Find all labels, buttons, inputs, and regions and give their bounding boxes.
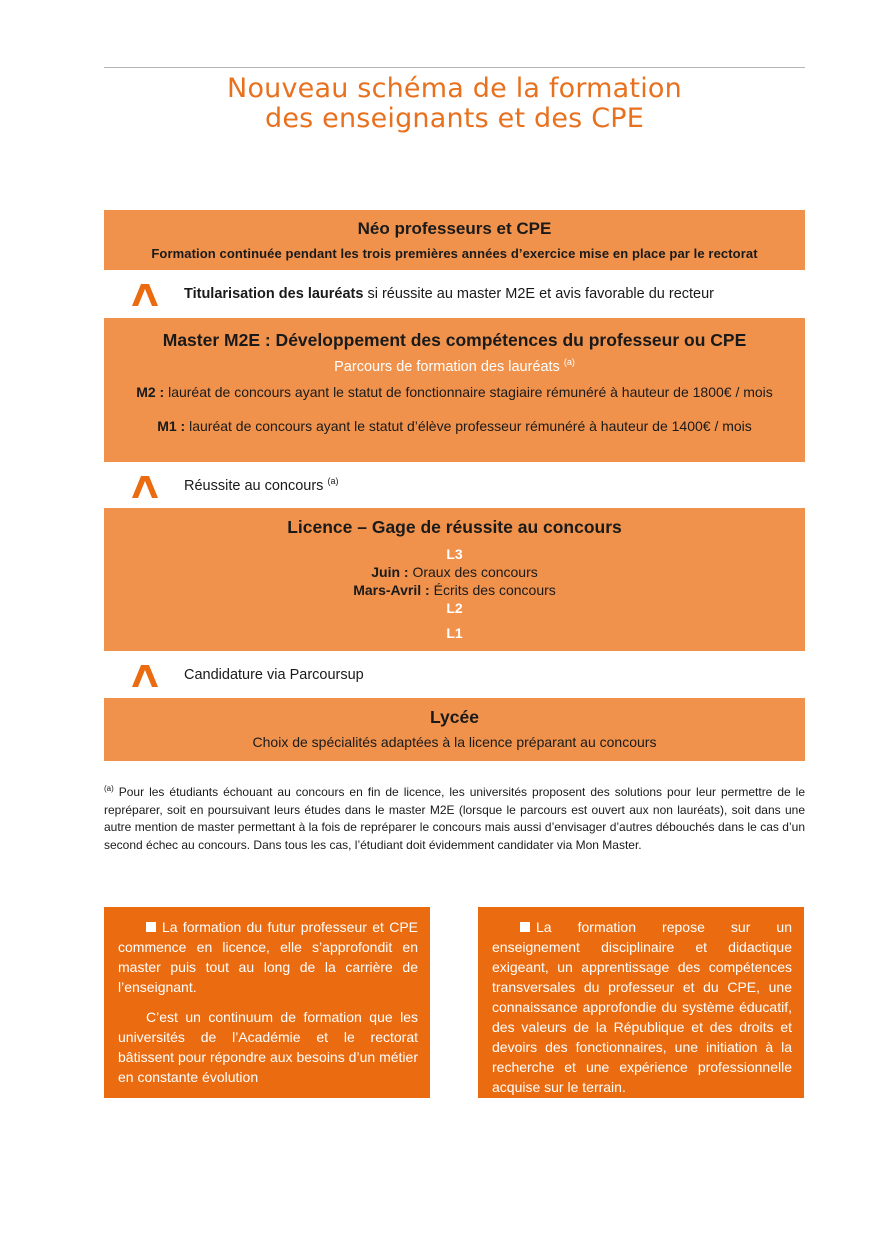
neo-subtitle: Formation continuée pendant les trois premières années d’exercice mise en place par le rectorat (151, 246, 758, 261)
page-title-line-1: Nouveau schéma de la formation (227, 73, 682, 104)
top-divider (104, 67, 805, 68)
info-card-left-paragraph-1 (118, 917, 418, 997)
step-concours-label: Réussite au concours (184, 478, 328, 494)
step-titularisation-text (184, 286, 714, 302)
footnote-marker: (a) (104, 784, 114, 793)
info-card-left-paragraph-2: C’est un continuum de formation que les universités de l’Académie et le rectorat bâtissent pour répondre aux besoins d’un métier en constante évolution (118, 1009, 418, 1085)
licence-l1: L1 (446, 625, 463, 641)
step-parcoursup-text: Candidature via Parcoursup (184, 667, 364, 683)
m1-text: lauréat de concours ayant le statut d’élève professeur rémunéré à hauteur de 1400€ / mois (185, 418, 752, 434)
m2-text: lauréat de concours ayant le statut de fonctionnaire stagiaire rémunéré à hauteur de 1800€ / mois (164, 384, 773, 400)
licence-box (104, 508, 805, 651)
m1-label: M1 : (157, 418, 186, 434)
licence-l2: L2 (446, 600, 463, 616)
step-concours-text (184, 478, 338, 494)
step-parcoursup (104, 661, 805, 689)
master-m2-line (104, 384, 805, 400)
juin-label: Juin : (371, 564, 409, 580)
mars-avril-label: Mars-Avril : (353, 582, 430, 598)
licence-mars-avril (104, 581, 805, 599)
master-parcours-note: (a) (563, 357, 575, 368)
step-titularisation-bold: Titularisation des lauréats (184, 286, 364, 302)
info-card-right (478, 907, 804, 1098)
footnote-text: Pour les étudiants échouant au concours en fin de licence, les universités proposent des solutions pour leur permettre de le repréparer, soit en poursuivant leurs études dans le master M2E (lorsque le parcours est ouvert aux non lauréats), soit dans une autre mention de master permettant à la fois de repréparer le concours mais aussi d’envisager d’autres débouchés dans le cas d’un second échec au concours. Dans tous les cas, l’étudiant doit évidemment candidater via Mon Master. (104, 785, 805, 852)
step-concours-note: (a) (327, 476, 339, 487)
master-m2e-box (104, 318, 805, 462)
lycee-title: Lycée (430, 707, 479, 727)
mars-avril-text: Écrits des concours (429, 582, 556, 598)
master-parcours-text: Parcours de formation des lauréats (334, 359, 564, 375)
chevron-up-icon (132, 474, 158, 500)
footnote (104, 784, 805, 854)
neo-title: Néo professeurs et CPE (357, 219, 552, 238)
chevron-up-icon (132, 663, 158, 689)
master-m1-line (104, 418, 805, 434)
page-title (104, 74, 805, 134)
neo-professeurs-box (104, 210, 805, 270)
master-parcours (104, 359, 805, 375)
lycee-box (104, 698, 805, 761)
info-card-left-text-1: La formation du futur professeur et CPE commence en licence, elle s’approfondit en master puis tout au long de la carrière de l’enseignant. (118, 919, 418, 995)
juin-text: Oraux des concours (408, 564, 538, 580)
step-reussite-concours (104, 472, 805, 500)
square-bullet-icon (146, 922, 156, 932)
square-bullet-icon (520, 922, 530, 932)
licence-l3: L3 (446, 546, 463, 562)
licence-juin (104, 563, 805, 581)
master-title: Master M2E : Développement des compétences du professeur ou CPE (162, 330, 747, 350)
info-card-right-text-1: La formation repose sur un enseignement disciplinaire et didactique exigeant, un apprentissage des compétences transversales du professeur et du CPE, une connaissance approfondie du système éducatif, des valeurs de la République et des droits et devoirs des fonctionnaires, une initiation à la recherche et une expérience professionnelle acquise sur le terrain. (492, 919, 792, 1095)
step-titularisation (104, 280, 805, 308)
info-card-right-paragraph-1 (492, 917, 792, 1097)
m2-label: M2 : (136, 384, 165, 400)
info-card-left (104, 907, 430, 1098)
step-titularisation-rest: si réussite au master M2E et avis favorable du recteur (363, 286, 715, 302)
page-title-line-2: des enseignants et des CPE (264, 103, 645, 134)
chevron-up-icon (132, 282, 158, 308)
lycee-subtitle: Choix de spécialités adaptées à la licence préparant au concours (252, 734, 657, 750)
licence-title: Licence – Gage de réussite au concours (287, 517, 622, 537)
